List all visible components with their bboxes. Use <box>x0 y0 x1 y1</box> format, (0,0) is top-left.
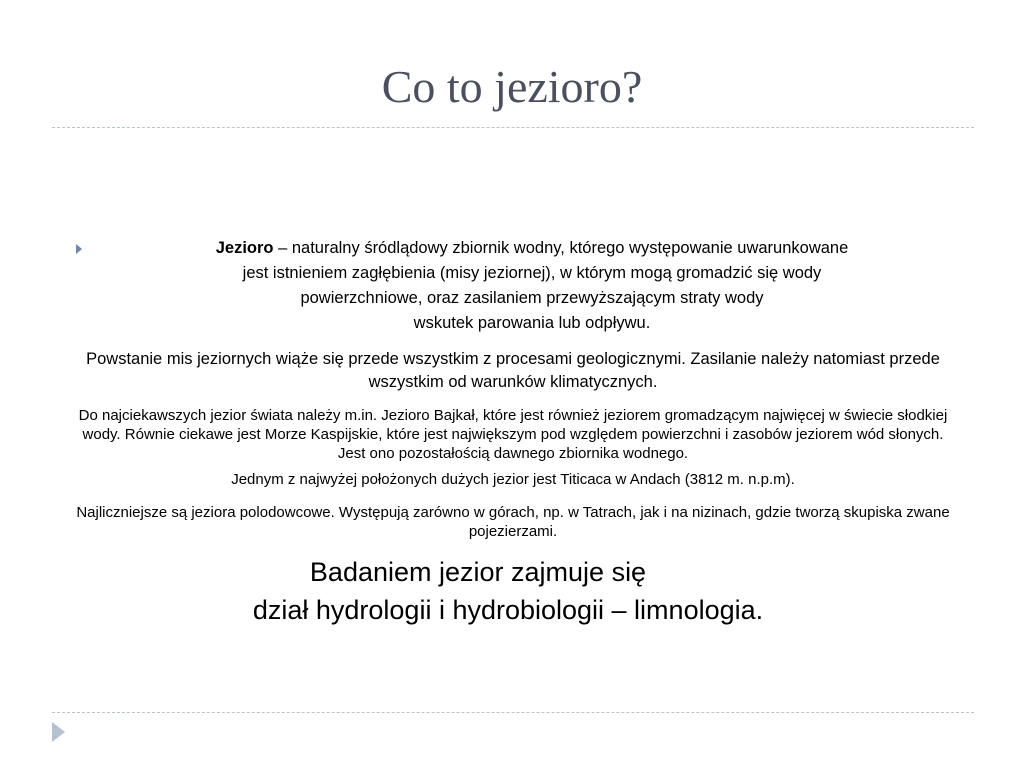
limnology-line-1: Badaniem jezior zajmuje się <box>309 557 647 587</box>
slide-title: Co to jezioro? <box>381 61 643 112</box>
slide-content <box>62 236 964 629</box>
definition-line-2: jest istnieniem zagłębienia (misy jeziornej), w którym mogą gromadzić się wody <box>242 264 822 282</box>
footer-divider <box>52 712 974 713</box>
play-arrow-icon[interactable] <box>52 722 65 742</box>
titicaca-paragraph: Jednym z najwyżej położonych dużych jezior jest Titicaca w Andach (3812 m. n.p.m). <box>231 471 795 488</box>
limnology-line-2: dział hydrologii i hydrobiologii – limnologia. <box>252 595 764 625</box>
triangle-bullet-icon <box>76 244 82 254</box>
definition-line-3: powierzchniowe, oraz zasilaniem przewyższającym straty wody <box>300 289 764 307</box>
origin-paragraph: Powstanie mis jeziornych wiąże się przede wszystkim z procesami geologicznymi. Zasilanie należy natomiast przede wszystkim od warunków klimatycznych. <box>86 350 940 391</box>
title-divider <box>52 127 974 128</box>
definition-line-1: – naturalny śródlądowy zbiornik wodny, którego występowanie uwarunkowane <box>278 239 849 257</box>
glacial-lakes-paragraph: Najliczniejsze są jeziora polodowcowe. Występują zarówno w górach, np. w Tatrach, jak i na nizinach, gdzie tworzą skupiska zwane pojezierzami. <box>76 504 950 540</box>
definition-line-4: wskutek parowania lub odpływu. <box>413 314 651 332</box>
definition-bullet <box>62 236 964 336</box>
notable-lakes-paragraph: Do najciekawszych jezior świata należy m.in. Jezioro Bajkał, które jest również jeziorem gromadzącym najwięcej w świecie słodkiej wody. Równie ciekawe jest Morze Kaspijskie, które jest największym pod względem powierzchni i zasobów jeziorem wód słonych. Jest ono pozostałością dawnego zbiornika wodnego. <box>78 407 948 462</box>
limnology-statement <box>62 553 964 629</box>
definition-term: Jezioro <box>215 239 274 257</box>
